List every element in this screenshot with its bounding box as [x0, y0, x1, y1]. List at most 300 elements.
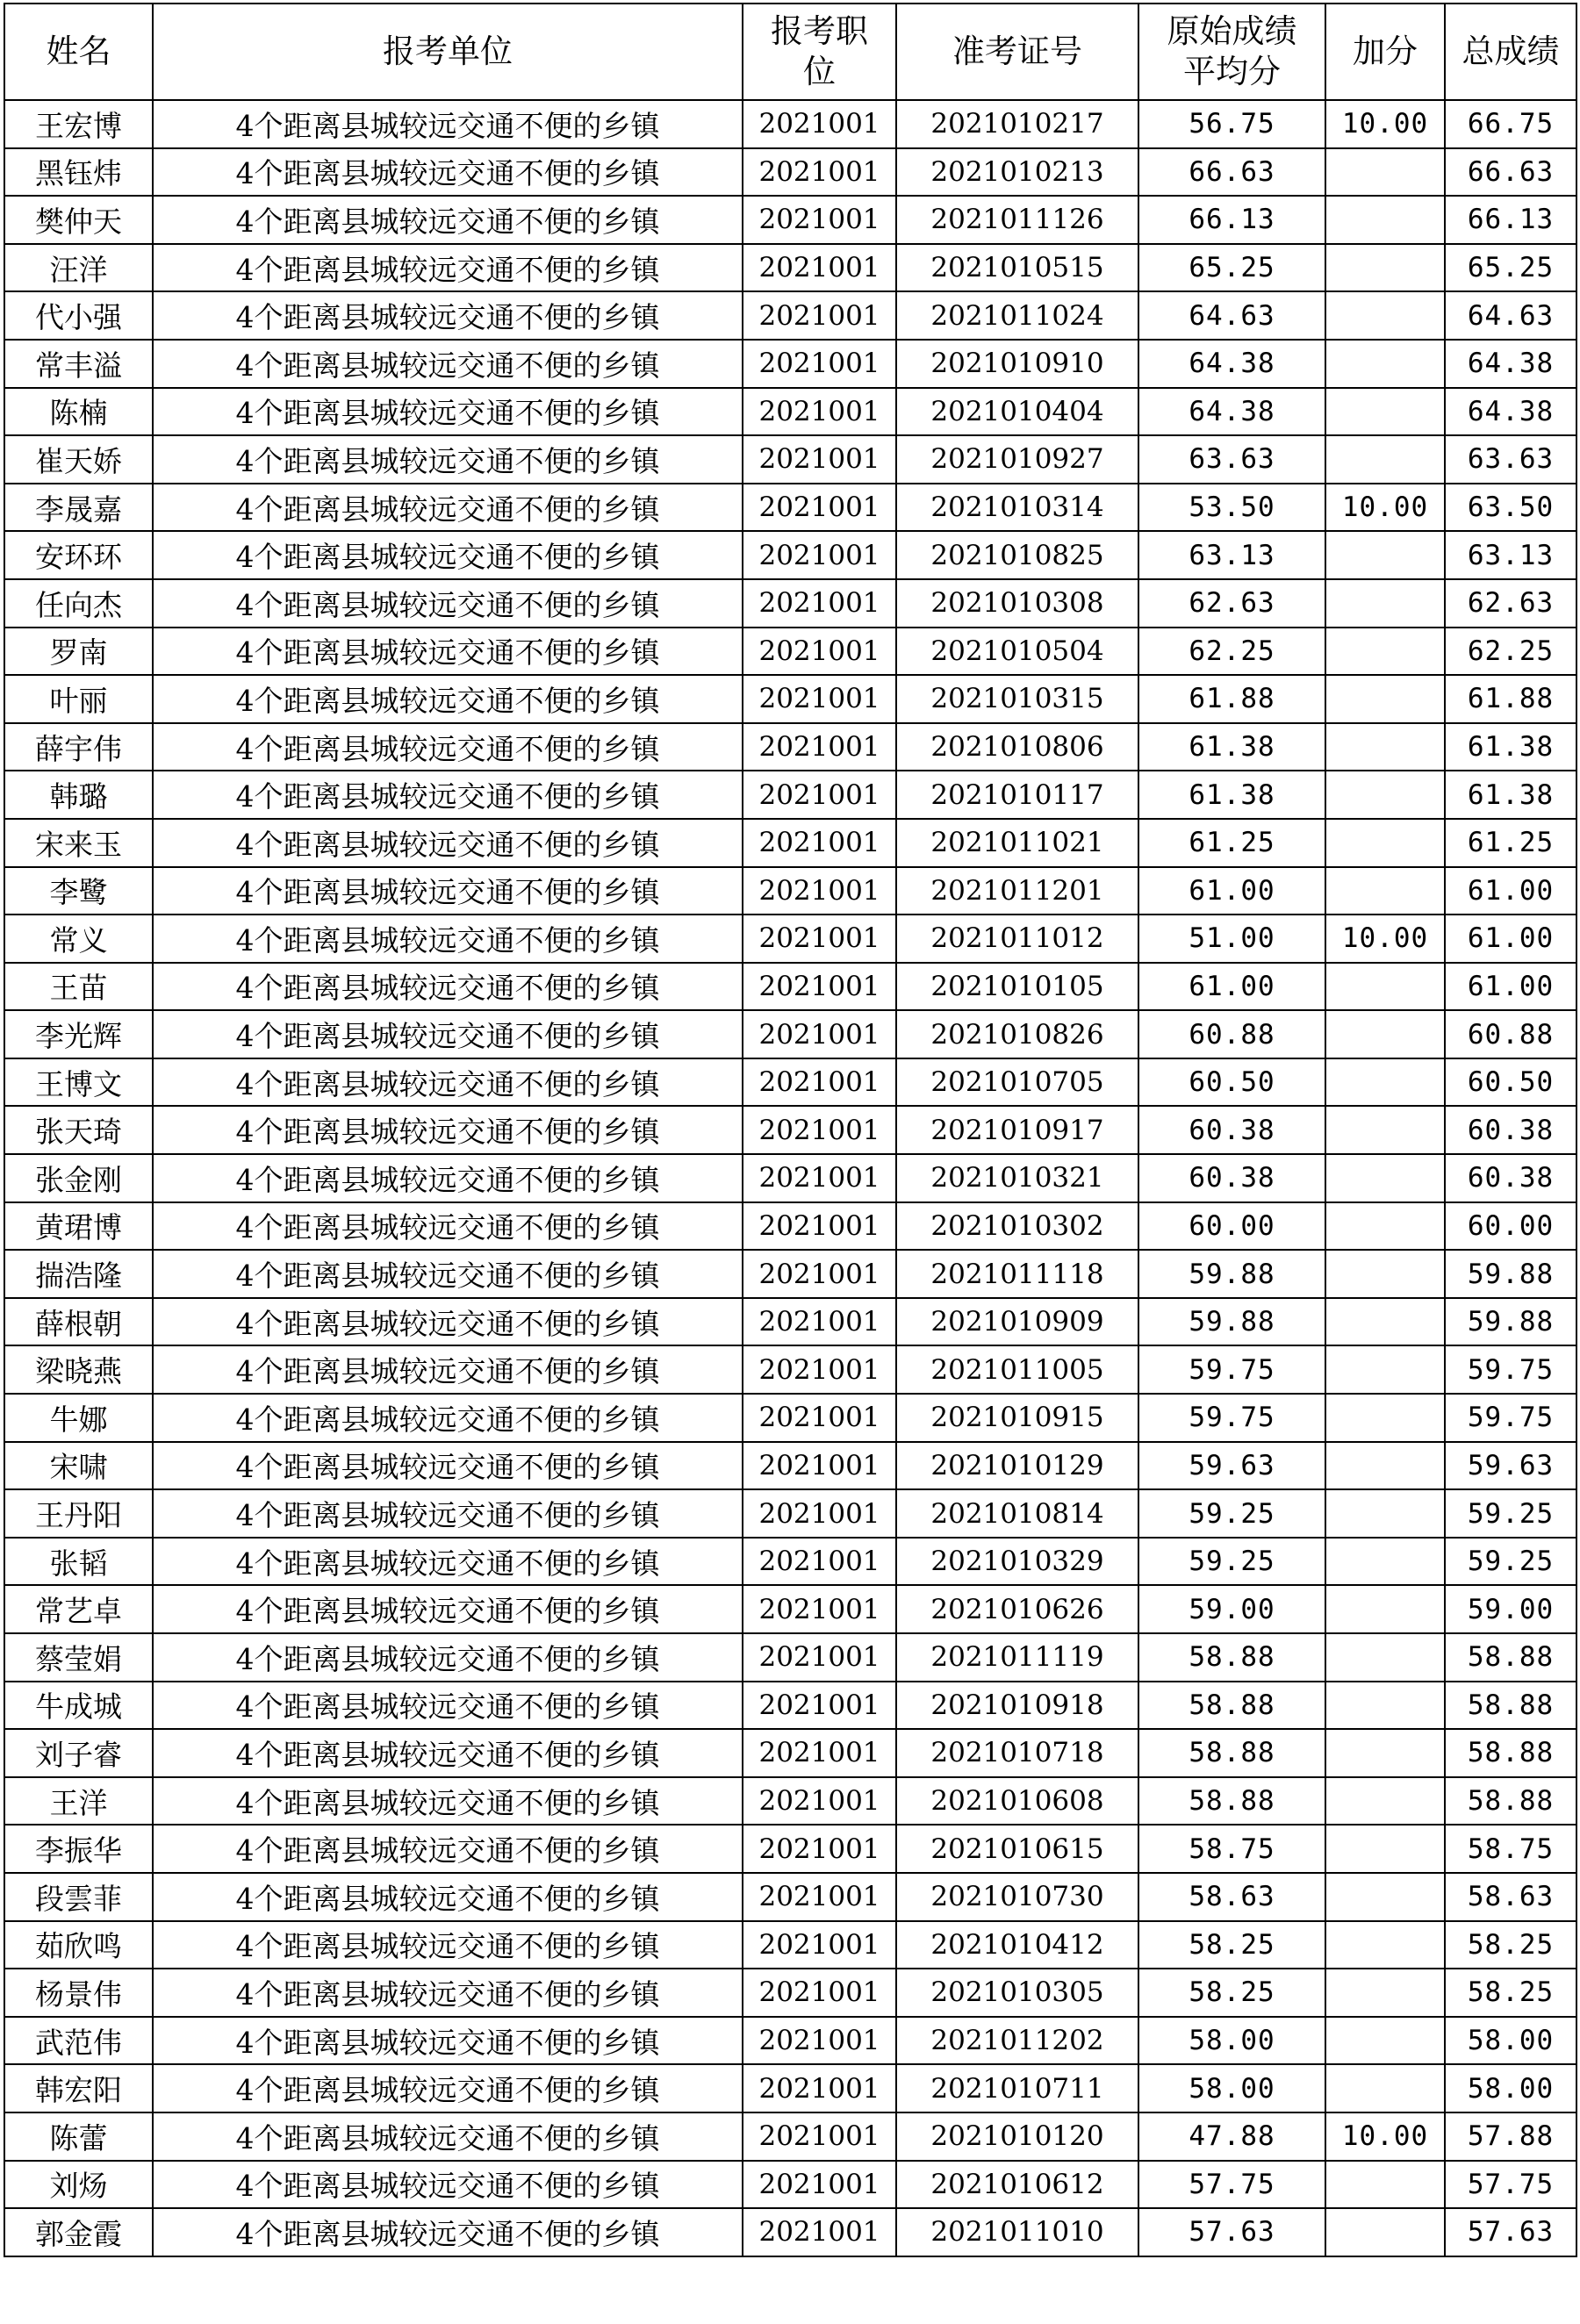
cell-ticket: 2021010504 — [896, 628, 1138, 676]
cell-ticket: 2021010308 — [896, 579, 1138, 628]
cell-avg: 58.88 — [1138, 1729, 1325, 1777]
cell-total: 58.00 — [1445, 2064, 1576, 2112]
cell-total: 58.75 — [1445, 1825, 1576, 1873]
table-row — [4, 244, 1576, 292]
cell-unit: 4个距离县城较远交通不便的乡镇 — [153, 1058, 743, 1107]
cell-avg: 61.00 — [1138, 963, 1325, 1011]
cell-name: 薛根朝 — [4, 1298, 153, 1346]
cell-total: 61.88 — [1445, 675, 1576, 723]
cell-position: 2021001 — [743, 1729, 896, 1777]
cell-bonus — [1325, 1489, 1445, 1538]
cell-avg: 51.00 — [1138, 915, 1325, 963]
table-row — [4, 1729, 1576, 1777]
cell-name: 罗南 — [4, 628, 153, 676]
cell-unit: 4个距离县城较远交通不便的乡镇 — [153, 1729, 743, 1777]
cell-unit: 4个距离县城较远交通不便的乡镇 — [153, 819, 743, 867]
cell-position: 2021001 — [743, 1921, 896, 1969]
cell-position: 2021001 — [743, 1777, 896, 1825]
cell-total: 63.63 — [1445, 435, 1576, 484]
cell-name: 安环环 — [4, 531, 153, 579]
cell-bonus — [1325, 771, 1445, 819]
cell-unit: 4个距离县城较远交通不便的乡镇 — [153, 531, 743, 579]
table-row — [4, 1777, 1576, 1825]
cell-name: 茹欣鸣 — [4, 1921, 153, 1969]
cell-name: 薛宇伟 — [4, 723, 153, 771]
cell-name: 常艺卓 — [4, 1585, 153, 1633]
table-row — [4, 148, 1576, 197]
cell-unit: 4个距离县城较远交通不便的乡镇 — [153, 1873, 743, 1921]
cell-unit: 4个距离县城较远交通不便的乡镇 — [153, 1585, 743, 1633]
cell-unit: 4个距离县城较远交通不便的乡镇 — [153, 291, 743, 340]
cell-total: 64.63 — [1445, 291, 1576, 340]
cell-avg: 58.75 — [1138, 1825, 1325, 1873]
cell-name: 王苗 — [4, 963, 153, 1011]
cell-avg: 62.63 — [1138, 579, 1325, 628]
cell-ticket: 2021011126 — [896, 196, 1138, 244]
cell-unit: 4个距离县城较远交通不便的乡镇 — [153, 2208, 743, 2256]
table-row — [4, 1298, 1576, 1346]
cell-bonus: 10.00 — [1325, 2112, 1445, 2161]
cell-ticket: 2021011005 — [896, 1345, 1138, 1394]
cell-ticket: 2021010213 — [896, 148, 1138, 197]
cell-bonus — [1325, 388, 1445, 436]
cell-name: 汪洋 — [4, 244, 153, 292]
cell-total: 66.13 — [1445, 196, 1576, 244]
cell-total: 60.50 — [1445, 1058, 1576, 1107]
cell-total: 58.88 — [1445, 1777, 1576, 1825]
cell-name: 陈蕾 — [4, 2112, 153, 2161]
cell-unit: 4个距离县城较远交通不便的乡镇 — [153, 867, 743, 915]
cell-name: 刘炀 — [4, 2161, 153, 2209]
cell-unit: 4个距离县城较远交通不便的乡镇 — [153, 1250, 743, 1298]
cell-total: 58.88 — [1445, 1729, 1576, 1777]
cell-avg: 64.38 — [1138, 388, 1325, 436]
cell-position: 2021001 — [743, 1489, 896, 1538]
cell-ticket: 2021010608 — [896, 1777, 1138, 1825]
cell-name: 武范伟 — [4, 2017, 153, 2065]
cell-name: 常丰溢 — [4, 340, 153, 388]
cell-ticket: 2021010806 — [896, 723, 1138, 771]
cell-ticket: 2021010718 — [896, 1729, 1138, 1777]
cell-total: 57.75 — [1445, 2161, 1576, 2209]
cell-position: 2021001 — [743, 579, 896, 628]
table-row — [4, 723, 1576, 771]
table-row — [4, 1969, 1576, 2017]
cell-unit: 4个距离县城较远交通不便的乡镇 — [153, 675, 743, 723]
cell-position: 2021001 — [743, 2112, 896, 2161]
cell-total: 63.50 — [1445, 484, 1576, 532]
cell-ticket: 2021010117 — [896, 771, 1138, 819]
cell-total: 61.00 — [1445, 915, 1576, 963]
cell-ticket: 2021010917 — [896, 1106, 1138, 1154]
cell-total: 61.38 — [1445, 723, 1576, 771]
table-row — [4, 196, 1576, 244]
cell-total: 62.25 — [1445, 628, 1576, 676]
cell-bonus — [1325, 244, 1445, 292]
cell-position: 2021001 — [743, 1969, 896, 2017]
cell-avg: 57.63 — [1138, 2208, 1325, 2256]
header-total: 总成绩 — [1445, 4, 1576, 100]
cell-unit: 4个距离县城较远交通不便的乡镇 — [153, 100, 743, 148]
cell-ticket: 2021010412 — [896, 1921, 1138, 1969]
cell-ticket: 2021010918 — [896, 1682, 1138, 1730]
cell-name: 张金刚 — [4, 1154, 153, 1202]
cell-avg: 63.13 — [1138, 531, 1325, 579]
cell-ticket: 2021011012 — [896, 915, 1138, 963]
cell-name: 陈楠 — [4, 388, 153, 436]
header-position: 报考职位 — [743, 4, 896, 100]
cell-bonus — [1325, 1921, 1445, 1969]
cell-position: 2021001 — [743, 196, 896, 244]
cell-name: 李振华 — [4, 1825, 153, 1873]
cell-avg: 64.63 — [1138, 291, 1325, 340]
cell-avg: 57.75 — [1138, 2161, 1325, 2209]
header-ticket: 准考证号 — [896, 4, 1138, 100]
cell-unit: 4个距离县城较远交通不便的乡镇 — [153, 435, 743, 484]
table-row — [4, 291, 1576, 340]
table-row — [4, 2112, 1576, 2161]
cell-position: 2021001 — [743, 628, 896, 676]
cell-name: 蔡莹娟 — [4, 1633, 153, 1682]
cell-avg: 59.88 — [1138, 1298, 1325, 1346]
cell-bonus — [1325, 1633, 1445, 1682]
cell-avg: 61.25 — [1138, 819, 1325, 867]
cell-avg: 61.00 — [1138, 867, 1325, 915]
cell-bonus: 10.00 — [1325, 484, 1445, 532]
cell-avg: 58.00 — [1138, 2064, 1325, 2112]
cell-unit: 4个距离县城较远交通不便的乡镇 — [153, 723, 743, 771]
cell-name: 王宏博 — [4, 100, 153, 148]
cell-position: 2021001 — [743, 867, 896, 915]
table-row — [4, 1058, 1576, 1107]
cell-bonus — [1325, 723, 1445, 771]
cell-bonus — [1325, 1106, 1445, 1154]
cell-position: 2021001 — [743, 435, 896, 484]
cell-avg: 47.88 — [1138, 2112, 1325, 2161]
cell-total: 58.25 — [1445, 1921, 1576, 1969]
cell-unit: 4个距离县城较远交通不便的乡镇 — [153, 771, 743, 819]
cell-name: 常义 — [4, 915, 153, 963]
cell-position: 2021001 — [743, 1538, 896, 1586]
cell-ticket: 2021011202 — [896, 2017, 1138, 2065]
cell-position: 2021001 — [743, 1682, 896, 1730]
cell-position: 2021001 — [743, 1058, 896, 1107]
table-row — [4, 2064, 1576, 2112]
cell-bonus — [1325, 196, 1445, 244]
cell-ticket: 2021010305 — [896, 1969, 1138, 2017]
cell-ticket: 2021010730 — [896, 1873, 1138, 1921]
cell-ticket: 2021011021 — [896, 819, 1138, 867]
cell-ticket: 2021010927 — [896, 435, 1138, 484]
table-row — [4, 1442, 1576, 1490]
cell-avg: 58.88 — [1138, 1633, 1325, 1682]
cell-total: 64.38 — [1445, 388, 1576, 436]
cell-position: 2021001 — [743, 771, 896, 819]
cell-unit: 4个距离县城较远交通不便的乡镇 — [153, 1921, 743, 1969]
table-row — [4, 484, 1576, 532]
cell-position: 2021001 — [743, 531, 896, 579]
table-row — [4, 1345, 1576, 1394]
cell-total: 59.25 — [1445, 1489, 1576, 1538]
table-row — [4, 531, 1576, 579]
cell-ticket: 2021010404 — [896, 388, 1138, 436]
cell-position: 2021001 — [743, 1010, 896, 1058]
cell-name: 王博文 — [4, 1058, 153, 1107]
cell-bonus — [1325, 1969, 1445, 2017]
cell-avg: 59.63 — [1138, 1442, 1325, 1490]
table-row — [4, 1010, 1576, 1058]
cell-unit: 4个距离县城较远交通不便的乡镇 — [153, 628, 743, 676]
cell-unit: 4个距离县城较远交通不便的乡镇 — [153, 2112, 743, 2161]
cell-ticket: 2021010321 — [896, 1154, 1138, 1202]
cell-position: 2021001 — [743, 388, 896, 436]
table-row — [4, 675, 1576, 723]
cell-bonus — [1325, 1825, 1445, 1873]
cell-name: 郭金霞 — [4, 2208, 153, 2256]
cell-position: 2021001 — [743, 1825, 896, 1873]
cell-total: 59.25 — [1445, 1538, 1576, 1586]
cell-unit: 4个距离县城较远交通不便的乡镇 — [153, 1106, 743, 1154]
cell-total: 61.25 — [1445, 819, 1576, 867]
cell-total: 58.88 — [1445, 1682, 1576, 1730]
cell-bonus — [1325, 2064, 1445, 2112]
cell-position: 2021001 — [743, 723, 896, 771]
table-row — [4, 388, 1576, 436]
cell-bonus: 10.00 — [1325, 915, 1445, 963]
cell-name: 黄珺博 — [4, 1202, 153, 1251]
cell-ticket: 2021011010 — [896, 2208, 1138, 2256]
cell-ticket: 2021011024 — [896, 291, 1138, 340]
cell-total: 61.00 — [1445, 963, 1576, 1011]
cell-position: 2021001 — [743, 963, 896, 1011]
cell-name: 李光辉 — [4, 1010, 153, 1058]
cell-bonus — [1325, 1777, 1445, 1825]
cell-bonus — [1325, 340, 1445, 388]
cell-unit: 4个距离县城较远交通不便的乡镇 — [153, 1298, 743, 1346]
cell-total: 58.00 — [1445, 2017, 1576, 2065]
cell-name: 樊仲天 — [4, 196, 153, 244]
table-row — [4, 2208, 1576, 2256]
header-row — [4, 4, 1576, 100]
table-row — [4, 1394, 1576, 1442]
cell-unit: 4个距离县城较远交通不便的乡镇 — [153, 1010, 743, 1058]
cell-avg: 59.88 — [1138, 1250, 1325, 1298]
cell-avg: 59.25 — [1138, 1489, 1325, 1538]
cell-name: 宋来玉 — [4, 819, 153, 867]
cell-total: 61.38 — [1445, 771, 1576, 819]
cell-avg: 60.38 — [1138, 1106, 1325, 1154]
cell-bonus — [1325, 2017, 1445, 2065]
cell-bonus — [1325, 963, 1445, 1011]
cell-bonus — [1325, 291, 1445, 340]
cell-unit: 4个距离县城较远交通不便的乡镇 — [153, 1202, 743, 1251]
cell-ticket: 2021011118 — [896, 1250, 1138, 1298]
cell-unit: 4个距离县城较远交通不便的乡镇 — [153, 196, 743, 244]
cell-total: 57.63 — [1445, 2208, 1576, 2256]
cell-unit: 4个距离县城较远交通不便的乡镇 — [153, 1489, 743, 1538]
cell-name: 宋啸 — [4, 1442, 153, 1490]
cell-ticket: 2021010915 — [896, 1394, 1138, 1442]
cell-unit: 4个距离县城较远交通不便的乡镇 — [153, 1825, 743, 1873]
cell-bonus — [1325, 1873, 1445, 1921]
cell-unit: 4个距离县城较远交通不便的乡镇 — [153, 1633, 743, 1682]
cell-name: 任向杰 — [4, 579, 153, 628]
cell-bonus — [1325, 1682, 1445, 1730]
cell-unit: 4个距离县城较远交通不便的乡镇 — [153, 2161, 743, 2209]
cell-total: 57.88 — [1445, 2112, 1576, 2161]
cell-position: 2021001 — [743, 819, 896, 867]
cell-ticket: 2021010120 — [896, 2112, 1138, 2161]
cell-total: 66.75 — [1445, 100, 1576, 148]
table-row — [4, 963, 1576, 1011]
cell-ticket: 2021010105 — [896, 963, 1138, 1011]
cell-total: 64.38 — [1445, 340, 1576, 388]
cell-position: 2021001 — [743, 2064, 896, 2112]
cell-position: 2021001 — [743, 1873, 896, 1921]
cell-bonus — [1325, 628, 1445, 676]
cell-bonus — [1325, 867, 1445, 915]
table-row — [4, 1250, 1576, 1298]
cell-bonus — [1325, 1585, 1445, 1633]
table-row — [4, 579, 1576, 628]
table-row — [4, 915, 1576, 963]
cell-unit: 4个距离县城较远交通不便的乡镇 — [153, 1394, 743, 1442]
cell-bonus — [1325, 148, 1445, 197]
table-row — [4, 340, 1576, 388]
cell-position: 2021001 — [743, 915, 896, 963]
cell-total: 60.00 — [1445, 1202, 1576, 1251]
table-row — [4, 1489, 1576, 1538]
cell-avg: 59.00 — [1138, 1585, 1325, 1633]
cell-total: 60.88 — [1445, 1010, 1576, 1058]
cell-avg: 66.63 — [1138, 148, 1325, 197]
cell-name: 牛成城 — [4, 1682, 153, 1730]
cell-total: 65.25 — [1445, 244, 1576, 292]
cell-position: 2021001 — [743, 675, 896, 723]
cell-avg: 61.88 — [1138, 675, 1325, 723]
table-row — [4, 1682, 1576, 1730]
cell-unit: 4个距离县城较远交通不便的乡镇 — [153, 1538, 743, 1586]
cell-name: 揣浩隆 — [4, 1250, 153, 1298]
cell-name: 黑钰炜 — [4, 148, 153, 197]
cell-name: 李晟嘉 — [4, 484, 153, 532]
cell-avg: 58.63 — [1138, 1873, 1325, 1921]
table-row — [4, 628, 1576, 676]
cell-ticket: 2021010814 — [896, 1489, 1138, 1538]
cell-position: 2021001 — [743, 1345, 896, 1394]
cell-total: 58.88 — [1445, 1633, 1576, 1682]
table-row — [4, 1538, 1576, 1586]
cell-position: 2021001 — [743, 340, 896, 388]
cell-name: 张韬 — [4, 1538, 153, 1586]
cell-name: 王洋 — [4, 1777, 153, 1825]
cell-avg: 62.25 — [1138, 628, 1325, 676]
cell-avg: 58.25 — [1138, 1921, 1325, 1969]
cell-avg: 56.75 — [1138, 100, 1325, 148]
cell-position: 2021001 — [743, 484, 896, 532]
cell-avg: 60.88 — [1138, 1010, 1325, 1058]
cell-avg: 58.88 — [1138, 1682, 1325, 1730]
cell-position: 2021001 — [743, 1202, 896, 1251]
cell-position: 2021001 — [743, 100, 896, 148]
cell-unit: 4个距离县城较远交通不便的乡镇 — [153, 1777, 743, 1825]
cell-position: 2021001 — [743, 1298, 896, 1346]
cell-ticket: 2021010825 — [896, 531, 1138, 579]
cell-avg: 61.38 — [1138, 771, 1325, 819]
header-unit: 报考单位 — [153, 4, 743, 100]
cell-bonus — [1325, 531, 1445, 579]
cell-name: 王丹阳 — [4, 1489, 153, 1538]
cell-name: 杨景伟 — [4, 1969, 153, 2017]
table-row — [4, 1825, 1576, 1873]
cell-bonus — [1325, 675, 1445, 723]
cell-position: 2021001 — [743, 148, 896, 197]
cell-position: 2021001 — [743, 1394, 896, 1442]
cell-ticket: 2021010615 — [896, 1825, 1138, 1873]
cell-bonus — [1325, 1538, 1445, 1586]
cell-unit: 4个距离县城较远交通不便的乡镇 — [153, 1682, 743, 1730]
cell-avg: 64.38 — [1138, 340, 1325, 388]
cell-name: 崔天娇 — [4, 435, 153, 484]
cell-name: 叶丽 — [4, 675, 153, 723]
cell-name: 韩宏阳 — [4, 2064, 153, 2112]
cell-total: 66.63 — [1445, 148, 1576, 197]
cell-total: 62.63 — [1445, 579, 1576, 628]
cell-bonus — [1325, 1250, 1445, 1298]
cell-bonus — [1325, 1442, 1445, 1490]
cell-name: 刘子睿 — [4, 1729, 153, 1777]
cell-name: 张天琦 — [4, 1106, 153, 1154]
cell-unit: 4个距离县城较远交通不便的乡镇 — [153, 1442, 743, 1490]
cell-bonus: 10.00 — [1325, 100, 1445, 148]
cell-avg: 58.25 — [1138, 1969, 1325, 2017]
cell-unit: 4个距离县城较远交通不便的乡镇 — [153, 1345, 743, 1394]
table-row — [4, 2161, 1576, 2209]
cell-ticket: 2021010515 — [896, 244, 1138, 292]
header-bonus: 加分 — [1325, 4, 1445, 100]
cell-name: 段雲菲 — [4, 1873, 153, 1921]
cell-unit: 4个距离县城较远交通不便的乡镇 — [153, 579, 743, 628]
cell-unit: 4个距离县城较远交通不便的乡镇 — [153, 2017, 743, 2065]
cell-bonus — [1325, 1010, 1445, 1058]
cell-total: 63.13 — [1445, 531, 1576, 579]
cell-unit: 4个距离县城较远交通不便的乡镇 — [153, 1154, 743, 1202]
table-row — [4, 2017, 1576, 2065]
cell-bonus — [1325, 2208, 1445, 2256]
cell-unit: 4个距离县城较远交通不便的乡镇 — [153, 963, 743, 1011]
table-row — [4, 1106, 1576, 1154]
table-row — [4, 1585, 1576, 1633]
cell-position: 2021001 — [743, 2208, 896, 2256]
cell-bonus — [1325, 1202, 1445, 1251]
cell-position: 2021001 — [743, 2017, 896, 2065]
cell-ticket: 2021010314 — [896, 484, 1138, 532]
cell-avg: 59.75 — [1138, 1394, 1325, 1442]
cell-bonus — [1325, 819, 1445, 867]
cell-total: 59.00 — [1445, 1585, 1576, 1633]
cell-name: 梁晓燕 — [4, 1345, 153, 1394]
cell-position: 2021001 — [743, 1585, 896, 1633]
cell-ticket: 2021010315 — [896, 675, 1138, 723]
table-row — [4, 435, 1576, 484]
cell-total: 61.00 — [1445, 867, 1576, 915]
cell-unit: 4个距离县城较远交通不便的乡镇 — [153, 340, 743, 388]
table-row — [4, 867, 1576, 915]
cell-bonus — [1325, 579, 1445, 628]
cell-ticket: 2021010909 — [896, 1298, 1138, 1346]
cell-position: 2021001 — [743, 1154, 896, 1202]
header-name: 姓名 — [4, 4, 153, 100]
